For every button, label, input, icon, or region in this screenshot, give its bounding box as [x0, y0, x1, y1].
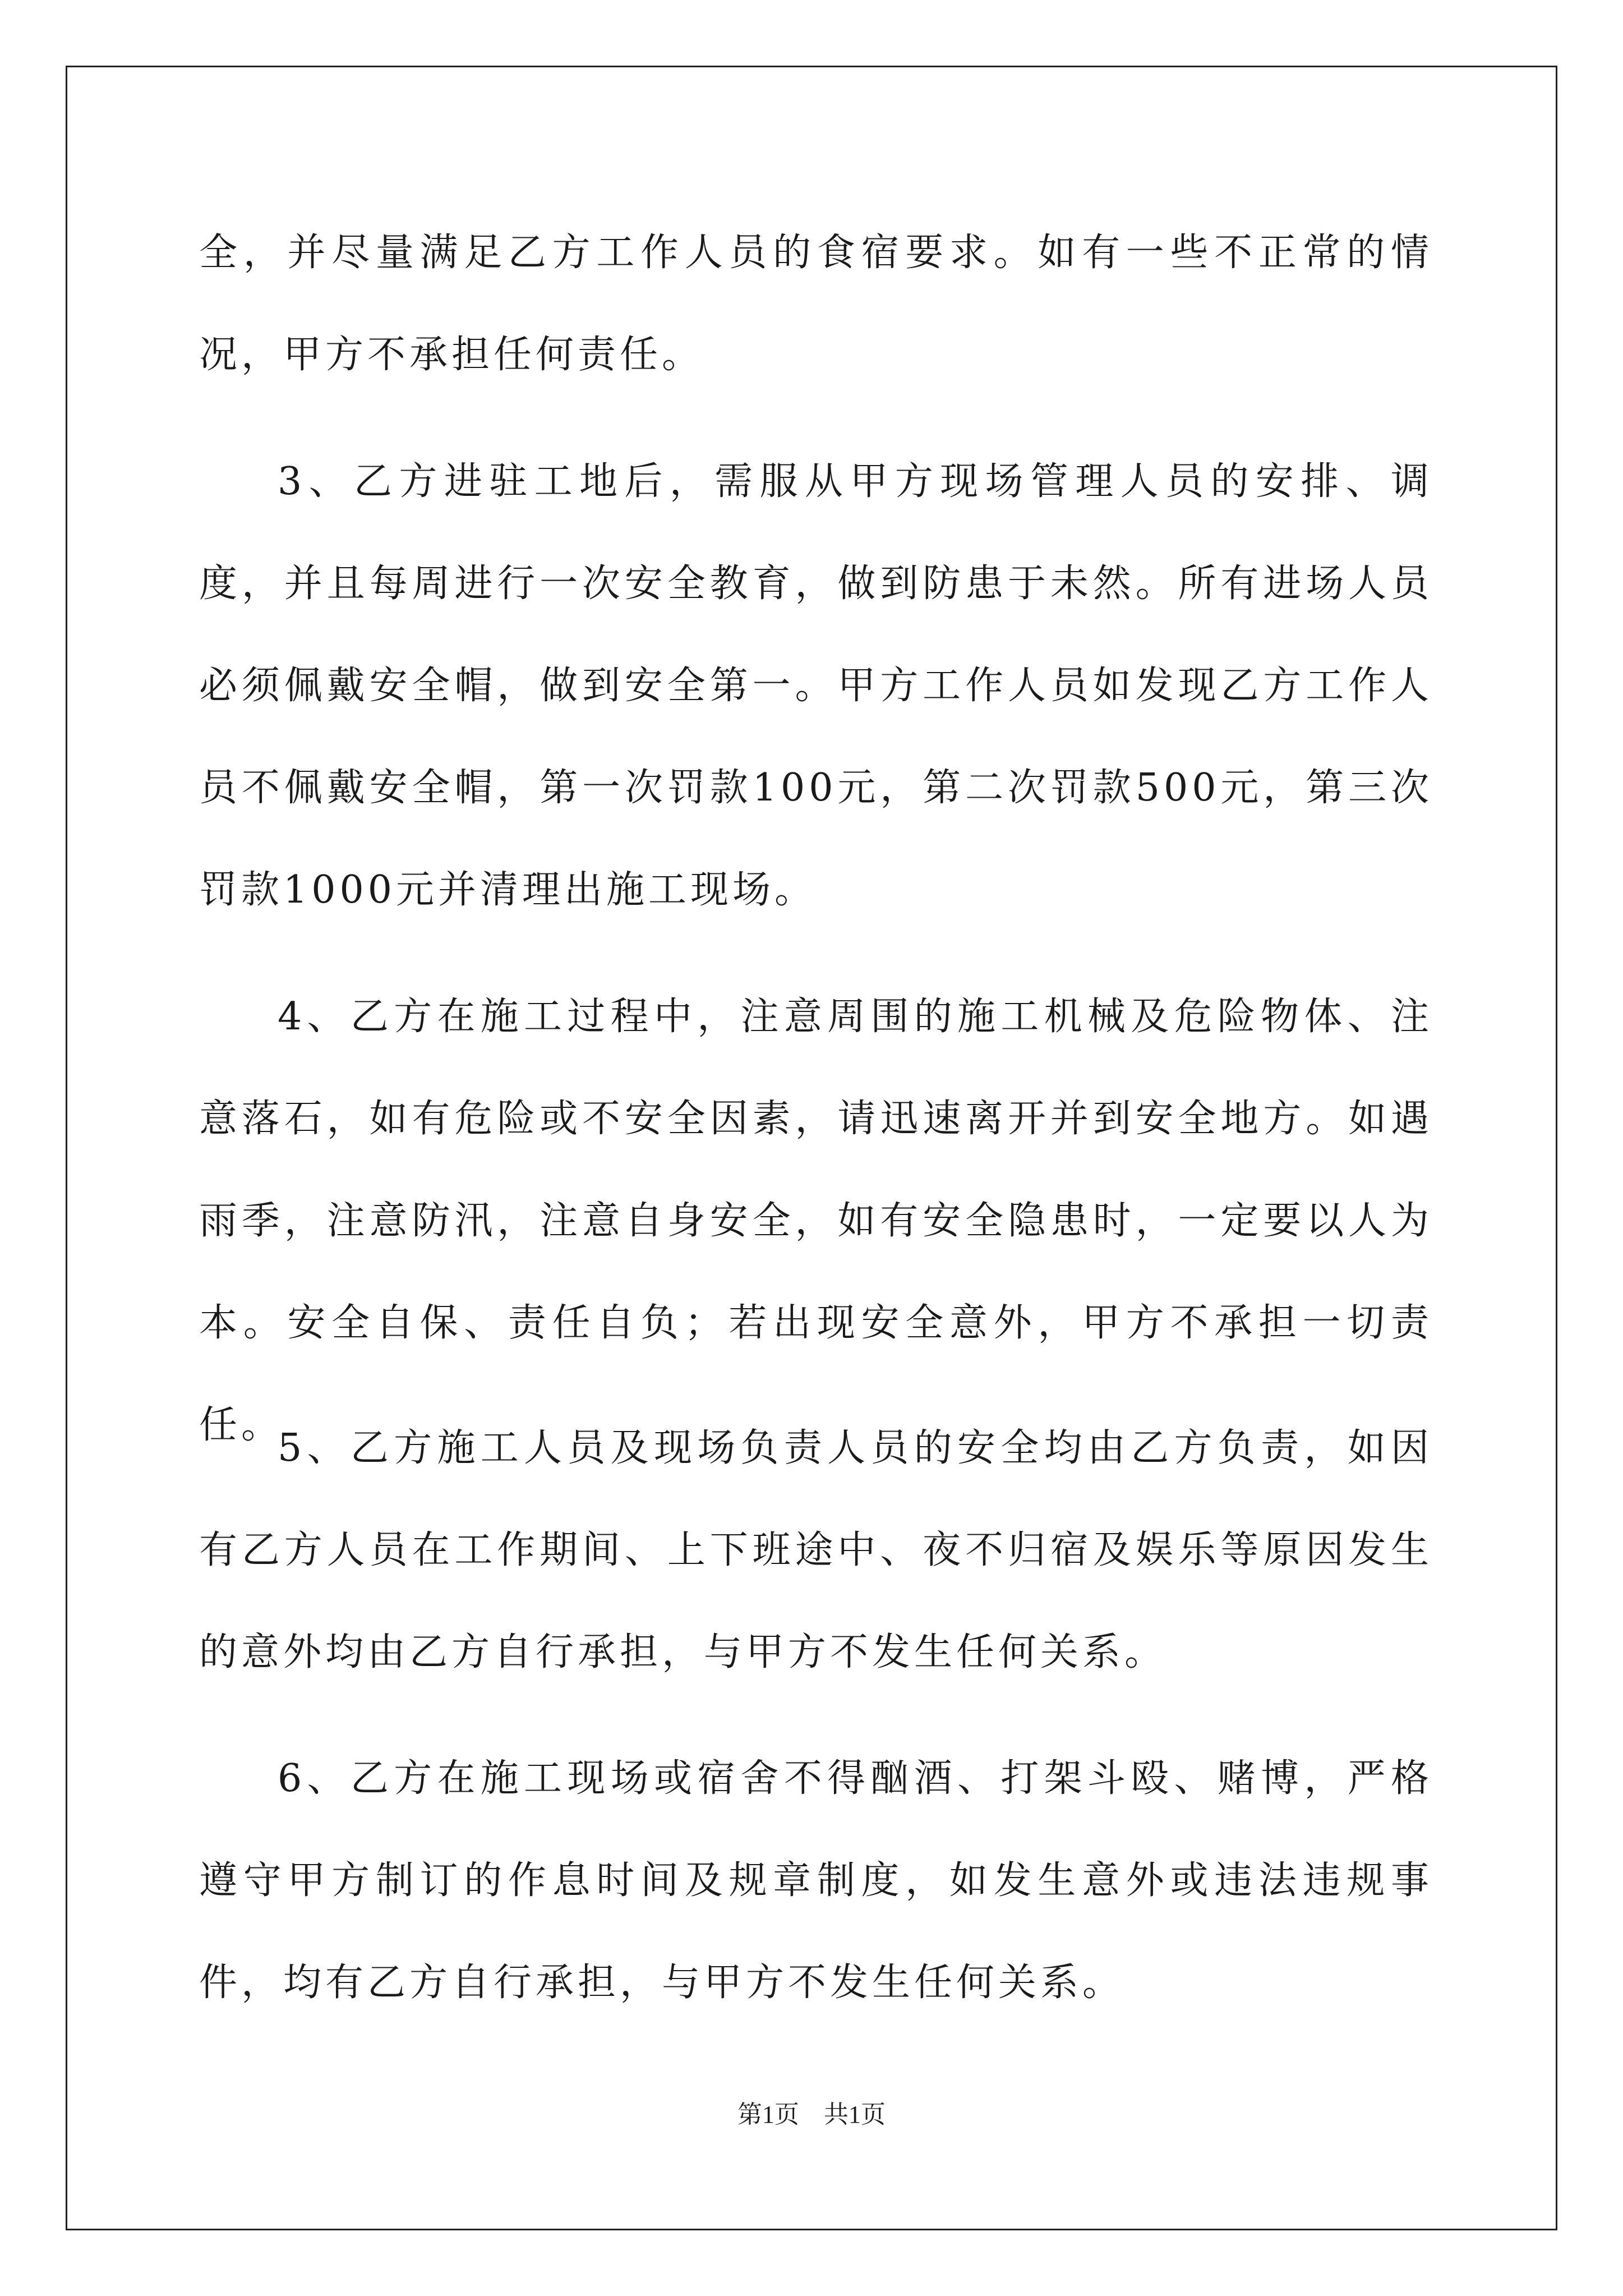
paragraph-clause-5: 5、乙方施工人员及现场负责人员的安全均由乙方负责，如因有乙方人员在工作期间、上下班途中、夜不归宿及娱乐等原因发生的意外均由乙方自行承担，与甲方不发生任何关系。: [199, 1426, 1433, 1674]
paragraph-clause-4: 4、乙方在施工过程中，注意周围的施工机械及危险物体、注意落石，如有危险或不安全因素，请迅速离开并到安全地方。如遇雨季，注意防汛，注意自身安全，如有安全隐患时，一定要以人为本。安全自保、责任自负；若出现安全意外，甲方不承担一切责任。: [199, 995, 1433, 1447]
paragraph-continuation: 全，并尽量满足乙方工作人员的食宿要求。如有一些不正常的情况，甲方不承担任何责任。: [199, 231, 1433, 377]
page-number-footer: 第1页 共1页: [737, 2101, 886, 2128]
paragraph-clause-3: 3、乙方进驻工地后，需服从甲方现场管理人员的安排、调度，并且每周进行一次安全教育，做到防患于未然。所有进场人员必须佩戴安全帽，做到安全第一。甲方工作人员如发现乙方工作人员不佩戴安全帽，第一次罚款100元，第二次罚款500元，第三次罚款1000元并清理出施工现场。: [199, 459, 1433, 912]
paragraph-clause-6: 6、乙方在施工现场或宿舍不得酗酒、打架斗殴、赌博，严格遵守甲方制订的作息时间及规章制度，如发生意外或违法违规事件，均有乙方自行承担，与甲方不发生任何关系。: [199, 1756, 1433, 2005]
